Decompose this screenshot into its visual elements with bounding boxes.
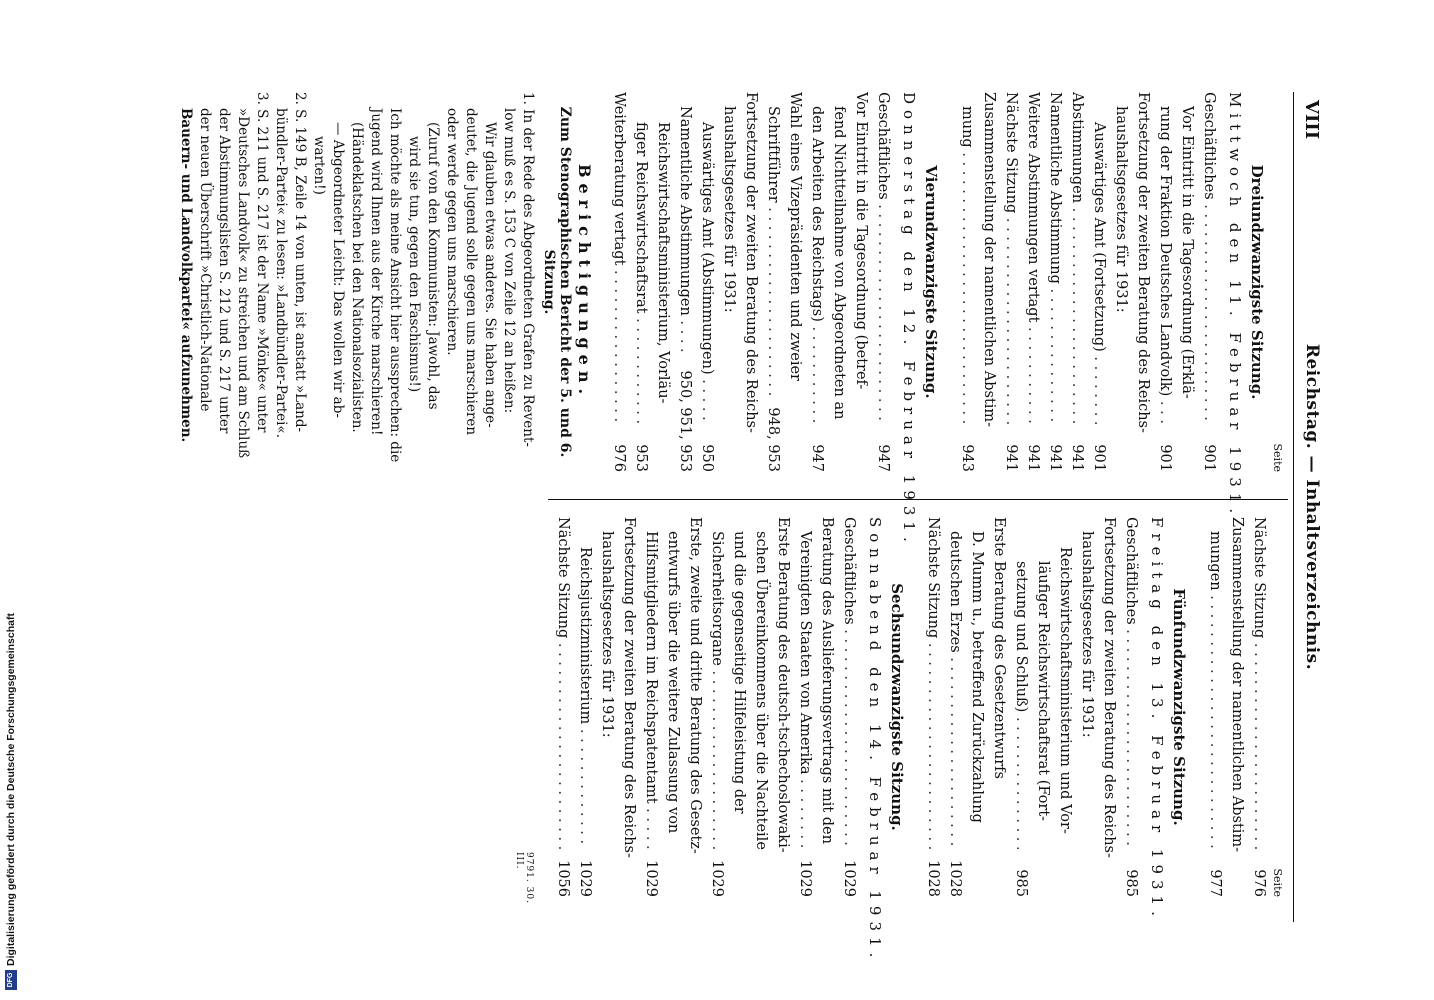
toc-entry: Nächste Sitzung . . . 1028 (922, 517, 944, 897)
toc-entry: Namentliche Abstimmung . . . 941 (1044, 92, 1066, 472)
toc-line: Erste Beratung des deutsch-tschechoslowaki- (775, 517, 791, 853)
credit-text: Digitalisierung gefördert durch die Deutsche Forschungsgemeinschaft (5, 613, 17, 966)
correction-line: 3. S. 211 und S. 217 ist der Name »Mönke« unter (254, 92, 270, 433)
dfg-logo: DFG (5, 970, 17, 990)
correction-line: (Händeklatschen bei den Nationalsozialisten. (349, 122, 365, 433)
correction-line: der Abstimmungslisten S. 212 und S. 217 unter (216, 108, 232, 434)
running-title: Reichstag. — Inhaltsverzeichnis. (1302, 343, 1322, 671)
toc-line: Beratung des Auslieferungsvertrags mit den (819, 517, 835, 844)
correction-line: low muß es S. 153 C von Zeile 12 an heißen: (501, 108, 517, 414)
toc-line: haushaltsgesetzes für 1931: (599, 531, 615, 738)
page-header (1293, 92, 1334, 922)
corrections-subtitle: Zum Stenographischen Bericht der 5. und 6. Sitzung. (541, 106, 573, 458)
correction-line: der neuen Überschrift »Christlich-Nationale (197, 108, 213, 412)
toc-page: 976 (1251, 869, 1267, 897)
toc-page: 947 (875, 444, 891, 472)
toc-entry: den Arbeiten des Reichstags) . . . 947 (806, 92, 828, 472)
toc-entry: figer Reichswirtschaftsrat . . . 953 (630, 92, 652, 472)
toc-page: 1028 (947, 860, 963, 897)
toc-line: Vor Eintritt in die Tagesordnung (betref- (853, 92, 869, 390)
toc-page: 901 (1201, 444, 1217, 472)
toc-entry: Reichsjustizministerium . . . 1029 (574, 517, 596, 897)
toc-entry: deutschen Erzes . . . 1028 (944, 517, 966, 897)
toc-entry: Geschäftliches . . . 1029 (838, 517, 860, 897)
toc-page: 941 (1069, 444, 1085, 472)
toc-page: 985 (1123, 869, 1139, 897)
toc-line: Erste, zweite und dritte Beratung des Gesetz- (687, 517, 703, 854)
left-column (176, 92, 1284, 548)
section-title: Sechsundzwanzigste Sitzung. (888, 583, 906, 831)
correction-line: deutet, die Jugend solle gegen uns marschieren (463, 108, 479, 436)
rotated-page (178, 92, 1334, 964)
section-title: Dreiundzwanzigste Sitzung. (1248, 164, 1266, 400)
toc-page: 1029 (709, 860, 725, 897)
toc-page: 1029 (797, 860, 813, 897)
toc-line: entwurfs über die weitere Zulassung von (665, 531, 681, 834)
toc-page: 950, 951, 953 (677, 370, 693, 472)
toc-line: läufiger Reichswirtschaftsrat (Fort- (1035, 561, 1051, 822)
toc-entry: Sicherheitsorgane . . . 1029 (706, 517, 728, 897)
correction-line: Bauern- und Landvolkpartei« aufzunehmen. (178, 108, 194, 443)
seite-label: Seite (1271, 868, 1284, 897)
toc-entry: Weiterberatung vertagt . . . 976 (608, 92, 630, 472)
toc-line: Fortsetzung der zweiten Beratung des Reichs- (1135, 92, 1151, 433)
toc-entry: rung der Fraktion Deutsches Landvolk) . . . 901 (1154, 92, 1176, 472)
correction-line: oder werde gegen uns marschieren. (444, 108, 460, 356)
correction-line: 2. S. 149 B, Zeile 14 von unten, ist anstatt »Land- (292, 92, 308, 433)
toc-page: 1029 (643, 860, 659, 897)
correction-line: wird sie tun, gegen den Faschismus!) (406, 136, 422, 393)
toc-line: Reichswirtschaftsministerium, Vorläu- (655, 122, 671, 404)
toc-page: 941 (1047, 444, 1063, 472)
toc-page: 1029 (841, 860, 857, 897)
toc-line: Vor Eintritt in die Tagesordnung (Erklä- (1179, 106, 1195, 399)
correction-line: 1. In der Rede des Abgeordneten Grafen zu Revent- (520, 92, 536, 447)
toc-entry: setzung und Schluß) . . . 985 (1010, 517, 1032, 897)
toc-entry: Auswärtiges Amt (Abstimmungen) . . . 950 (696, 92, 718, 472)
toc-page: 943 (959, 444, 975, 472)
correction-line: »Deutsches Landvolk« zu streichen und am Schluß (235, 108, 251, 459)
toc-line: Reichswirtschaftsministerium und Vor- (1057, 547, 1073, 834)
seite-label: Seite (1271, 443, 1284, 472)
correction-line: bündler-Partei« zu lesen: »Landbündler-Partei«. (273, 108, 289, 438)
toc-line: haushaltsgesetzes für 1931: (1113, 106, 1129, 313)
toc-line: Zusammenstellung der namentlichen Abstim- (981, 92, 997, 428)
toc-entry: Abstimmungen . . . 941 (1066, 92, 1088, 472)
toc-entry: Namentliche Abstimmungen . . . 950, 951, 953 (674, 92, 696, 472)
toc-page: 1056 (555, 860, 571, 897)
toc-line: Fortsetzung der zweiten Beratung des Reichs- (743, 92, 759, 433)
toc-entry: Auswärtiges Amt (Fortsetzung) . . . 901 (1088, 92, 1110, 472)
page-number: VIII (1301, 100, 1322, 140)
toc-page: 1028 (925, 860, 941, 897)
toc-line: haushaltsgesetzes für 1931: (721, 106, 737, 313)
correction-line: Wir glauben etwas anderes. Sie haben ange- (482, 122, 498, 428)
print-code: 9791. 30. III. (514, 852, 534, 904)
toc-line: schen Übereinkommens über die Nachteile (753, 531, 769, 850)
toc-line: Fortsetzung der zweiten Beratung des Reichs- (1101, 517, 1117, 858)
toc-line: Wahl eines Vizepräsidenten und zweier (787, 92, 803, 381)
toc-entry: Geschäftliches . . . 947 (872, 92, 894, 472)
toc-entry: mung . . . 943 (956, 92, 978, 472)
correction-line: — Abgeordneter Leicht: Das wollen wir ab- (330, 122, 346, 418)
toc-entry: Geschäftliches . . . 985 (1120, 517, 1142, 897)
toc-page: 977 (1207, 869, 1223, 897)
toc-page: 1029 (577, 860, 593, 897)
correction-line: Jugend wird Ihnen aus der Kirche marschieren! (368, 108, 384, 436)
session-date: Sonnabend den 14. Februar 1931. (866, 517, 884, 964)
session-date: Freitag den 13. Februar 1931. (1148, 517, 1166, 922)
toc-page: 941 (1025, 444, 1041, 472)
toc-page: 901 (1157, 444, 1173, 472)
toc-line: fend Nichtteilnahme von Abgeordneten an (831, 106, 847, 420)
toc-line: haushaltsgesetzes für 1931: (1079, 531, 1095, 738)
correction-line: warten!) (311, 136, 327, 195)
toc-page: 941 (1003, 444, 1019, 472)
toc-line: und die gegenseitige Hilfeleistung der (731, 531, 747, 814)
session-date: Mittwoch den 11. Februar 1931. (1226, 92, 1244, 520)
column-divider (548, 499, 1288, 500)
right-column (552, 517, 1284, 964)
toc-entry: Nächste Sitzung . . . 1056 (552, 517, 574, 897)
toc-page: 985 (1013, 869, 1029, 897)
toc-line: D. Mumm u., betreffend Zurückzahlung (969, 531, 985, 823)
toc-page: 953 (633, 444, 649, 472)
section-title: Fünfundzwanzigste Sitzung. (1170, 588, 1188, 826)
toc-entry: Vereinigten Staaten von Amerika . . . 1029 (794, 517, 816, 897)
toc-line: Erste Beratung des Gesetzentwurfs (991, 517, 1007, 779)
toc-entry: Geschäftliches . . . 901 (1198, 92, 1220, 472)
correction-line: (Zuruf von den Kommunisten: Jawohl, das (425, 122, 441, 410)
corrections-title: Berichtigungen. (575, 163, 594, 401)
toc-page: 950 (699, 444, 715, 472)
digitization-credit (2, 600, 20, 990)
toc-page: 947 (809, 444, 825, 472)
toc-entry: mungen . . . 977 (1204, 517, 1226, 897)
toc-page: 976 (611, 444, 627, 472)
toc-page: 948, 953 (765, 407, 781, 472)
toc-page: 901 (1091, 444, 1107, 472)
toc-entry: Nächste Sitzung . . . 941 (1000, 92, 1022, 472)
session-date: Donnerstag den 12. Februar 1931. (900, 92, 918, 548)
toc-entry: Weitere Abstimmungen vertagt . . . 941 (1022, 92, 1044, 472)
toc-entry: Schriftführer . . . 948, 953 (762, 92, 784, 472)
toc-line: Zusammenstellung der namentlichen Abstim- (1229, 517, 1245, 853)
toc-line: Fortsetzung der zweiten Beratung des Reichs- (621, 517, 637, 858)
toc-entry: Nächste Sitzung . . . 976 (1248, 517, 1270, 897)
section-title: Vierundzwanzigste Sitzung. (922, 165, 940, 399)
toc-entry: Hilfsmitgliedern im Reichspatentamt . . . 1029 (640, 517, 662, 897)
correction-line: Ich möchte als meine Ansicht hier aussprechen: die (387, 108, 403, 463)
